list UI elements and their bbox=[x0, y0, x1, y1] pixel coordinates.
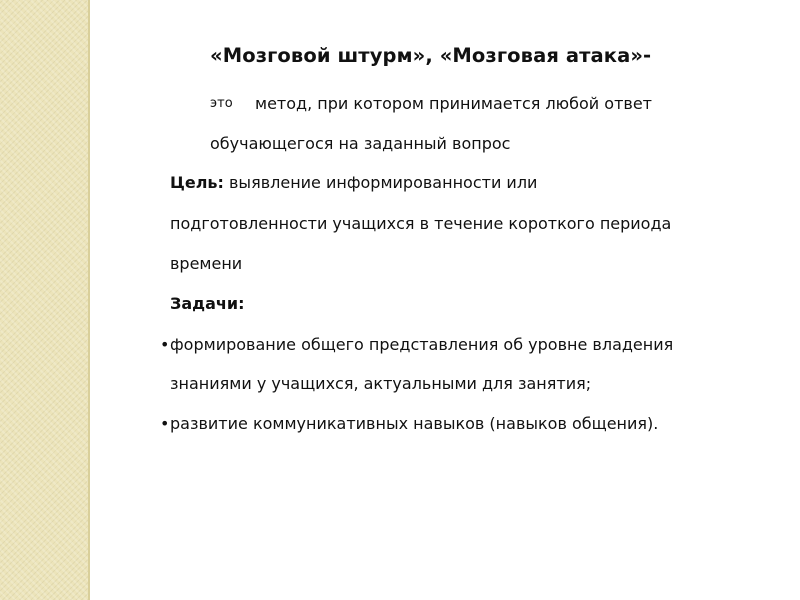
task-item-2: развитие коммуникативных навыков (навыков общения). bbox=[170, 414, 659, 433]
goal-line-1: выявление информированности или bbox=[229, 173, 538, 192]
bullet-icon: • bbox=[160, 414, 170, 433]
goal-label: Цель: bbox=[170, 173, 224, 192]
goal-line-2: подготовленности учащихся в течение короткого периода bbox=[170, 214, 672, 233]
definition-line-1: метод, при котором принимается любой ответ bbox=[255, 94, 652, 113]
slide-title: «Мозговой штурм», «Мозговая атака»- bbox=[210, 44, 652, 67]
bullet-icon: • bbox=[160, 335, 170, 354]
task-item-1-line-1: формирование общего представления об уровне владения bbox=[170, 335, 674, 354]
definition-line-2: обучающегося на заданный вопрос bbox=[210, 134, 511, 153]
tasks-heading: Задачи: bbox=[170, 294, 245, 313]
goal-line-3: времени bbox=[170, 254, 243, 273]
task-item-1-line-2: знаниями у учащихся, актуальными для занятия; bbox=[170, 374, 592, 393]
definition-lead-word: это bbox=[210, 96, 233, 111]
